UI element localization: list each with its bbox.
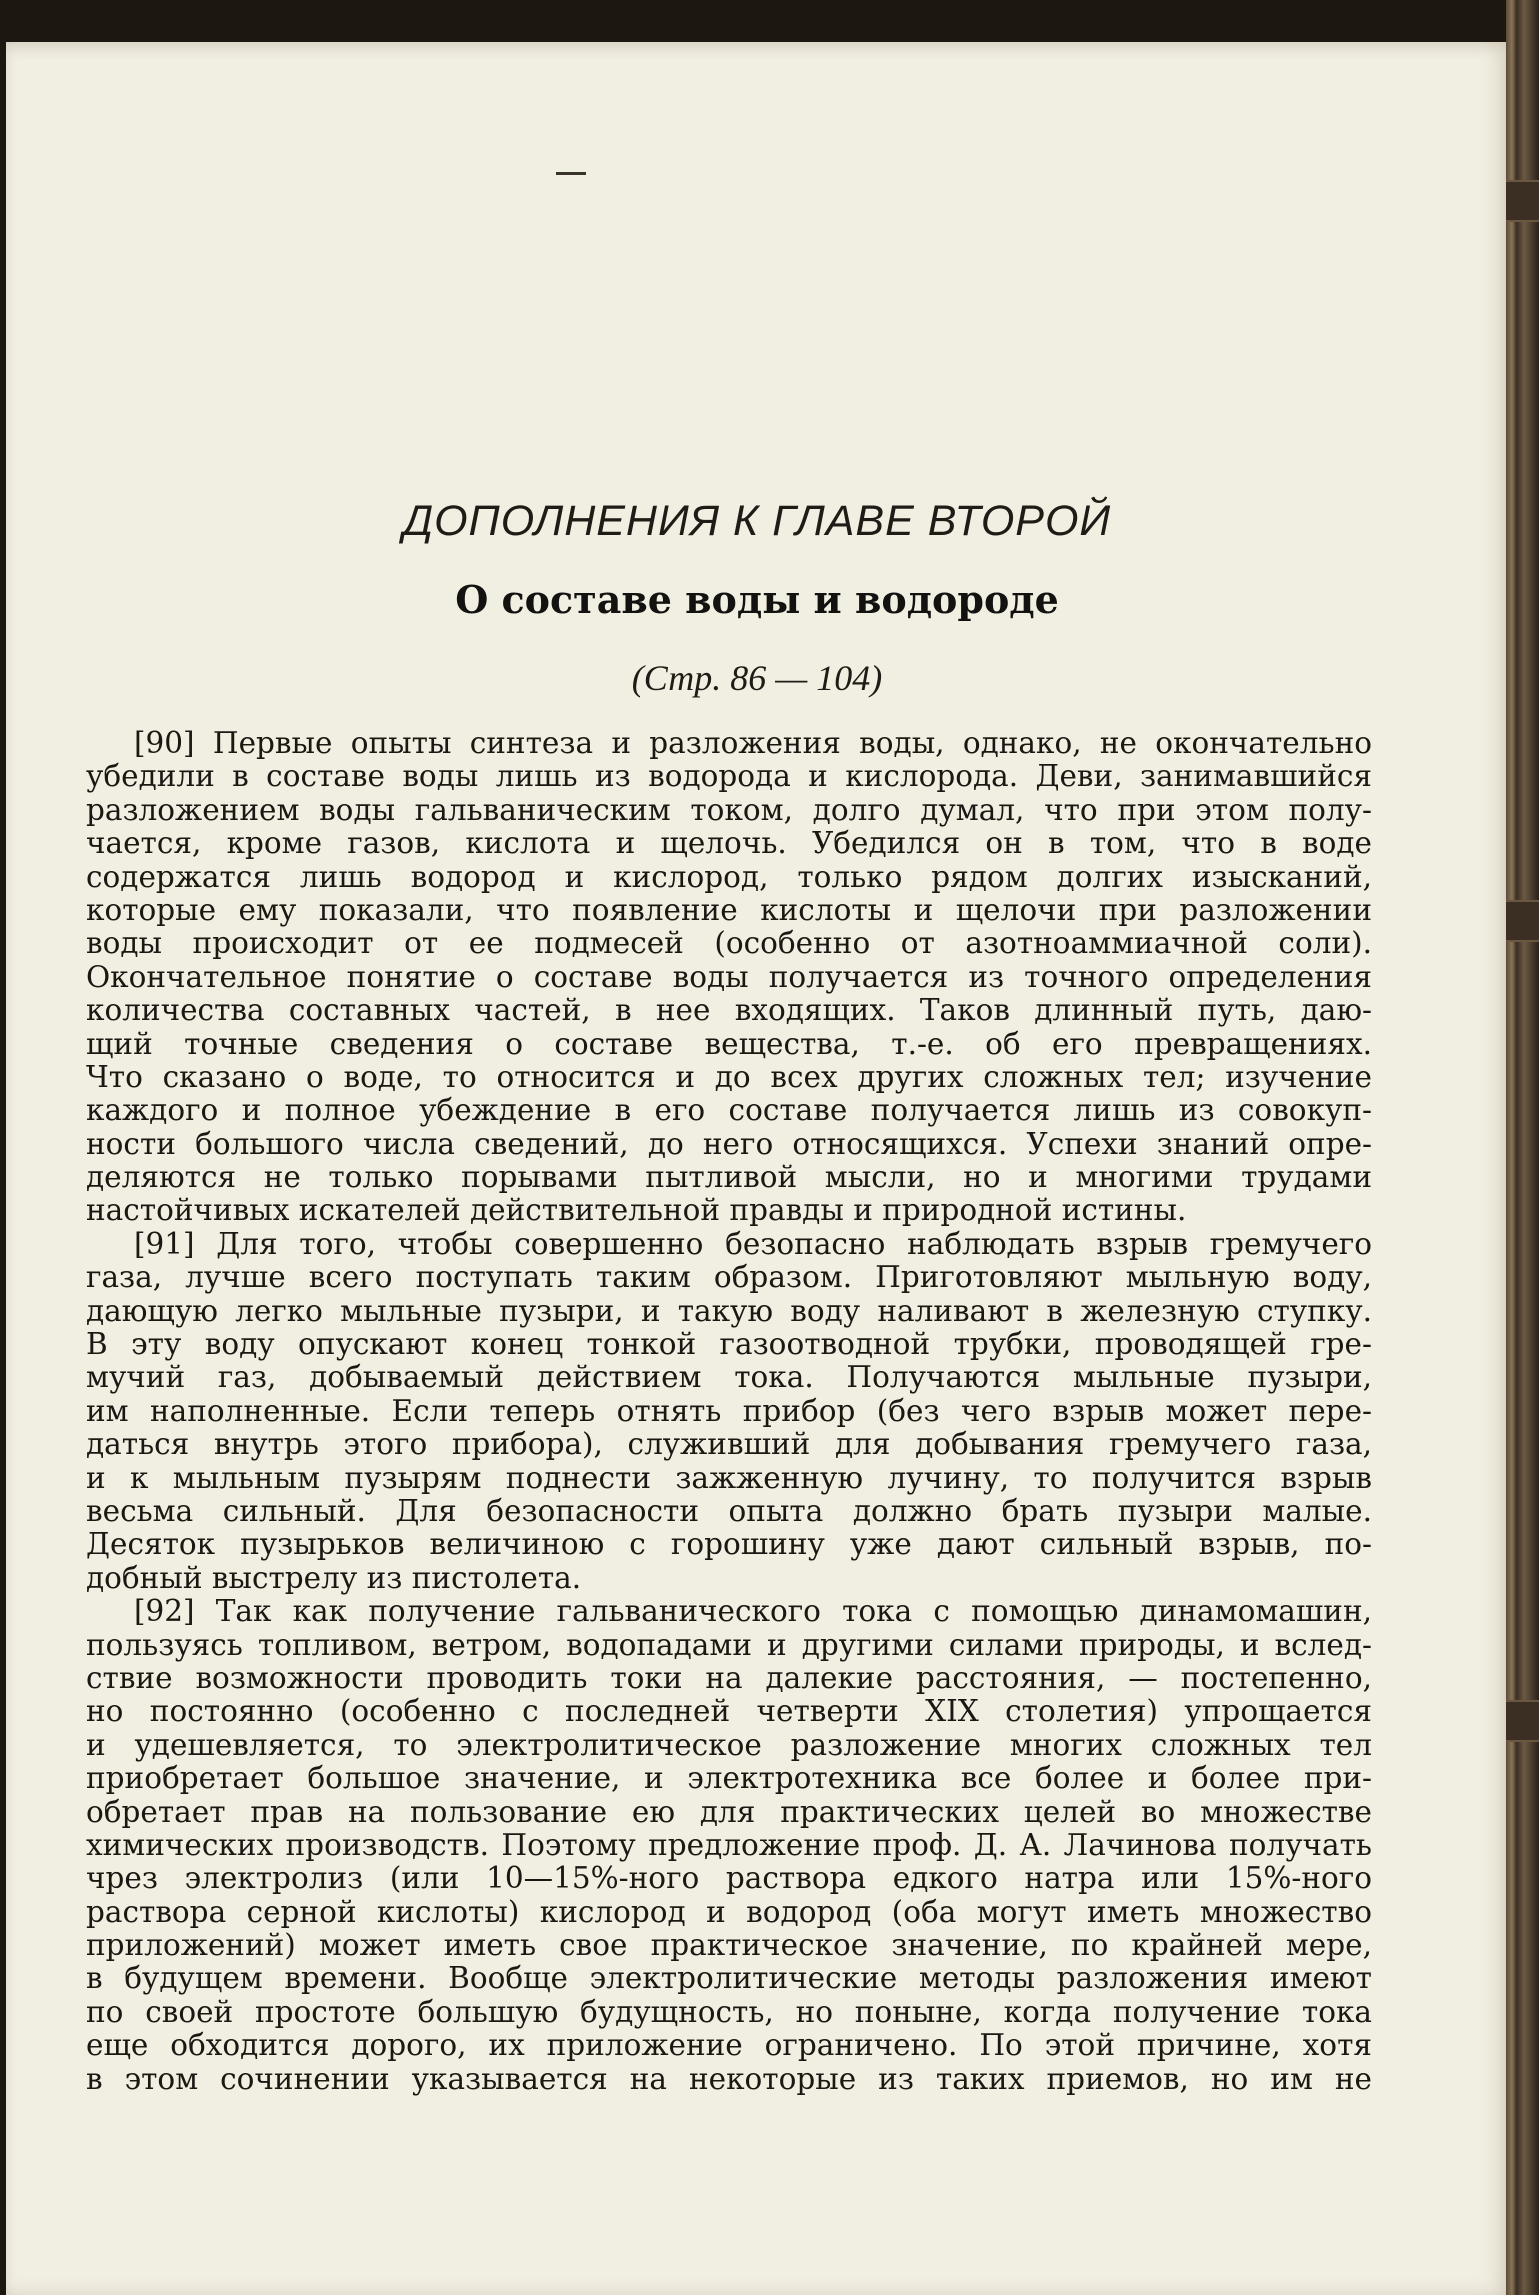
spine-band <box>1506 1700 1539 1742</box>
text-line: которые ему показали, что появление кислоты и щелочи при разложении <box>86 893 1372 927</box>
text-line: приложений) может иметь свое практическое значение, по крайней мере, <box>86 1929 1372 1963</box>
text-line: добный выстрелу из пистолета. <box>86 1561 582 1595</box>
text-line: но постоянно (особенно с последней четверти XIX столетия) упрощается <box>86 1695 1372 1729</box>
text-line: каждого и полное убеждение в его составе получается лишь из совокуп- <box>86 1094 1372 1128</box>
text-line: [92] Так как получение гальванического тока с помощью динамомашин, <box>134 1595 1372 1629</box>
text-line: настойчивых искателей действительной правды и природной истины. <box>86 1194 1187 1228</box>
text-line: газа, лучше всего поступать таким образом. Приготовляют мыльную воду, <box>86 1261 1372 1295</box>
text-line: дающую легко мыльные пузыри, и такую воду наливают в железную ступку. <box>86 1294 1372 1328</box>
text-line: убедили в составе воды лишь из водорода и кислорода. Деви, занимавшийся <box>86 760 1372 794</box>
text-line: им наполненные. Если теперь отнять прибор (без чего взрыв может пере- <box>86 1394 1372 1428</box>
text-line: приобретает большое значение, и электротехника все более и более при- <box>86 1762 1372 1796</box>
text-line: раствора серной кислоты) кислород и водород (оба могут иметь множество <box>86 1895 1372 1929</box>
text-line: чрез электролиз (или 10—15%-ного раствора едкого натра или 15%-ного <box>86 1862 1372 1896</box>
section-title: О составе воды и водороде <box>455 577 1059 622</box>
text-line: Окончательное понятие о составе воды получается из точного определения <box>86 960 1372 994</box>
page-reference: (Стр. 86 — 104) <box>631 658 883 698</box>
text-line: в этом сочинении указывается на некоторые из таких приемов, но им не <box>86 2062 1372 2096</box>
text-line: ности большого числа сведений, до него относящихся. Успехи знаний опре- <box>86 1127 1372 1161</box>
text-line: ствие возможности проводить токи на далекие расстояния, — постепенно, <box>86 1661 1372 1695</box>
text-line: Что сказано о воде, то относится и до всех других сложных тел; изучение <box>86 1060 1372 1094</box>
text-line: деляются не только порывами пытливой мысли, но и многими трудами <box>86 1161 1372 1195</box>
spine-band <box>1506 180 1539 222</box>
text-line: разложением воды гальваническим током, долго думал, что при этом полу- <box>86 793 1372 827</box>
spine-band <box>1506 900 1539 942</box>
page-mark-dash <box>556 172 586 175</box>
text-line: Десяток пузырьков величиною с горошину уже дают сильный взрыв, по- <box>86 1528 1372 1562</box>
body-text <box>86 727 1372 2096</box>
chapter-heading: ДОПОЛНЕНИЯ К ГЛАВЕ ВТОРОЙ <box>402 497 1112 545</box>
text-line: в будущем времени. Вообще электролитические методы разложения имеют <box>86 1962 1372 1996</box>
text-line: еще обходится дорого, их приложение ограничено. По этой причине, хотя <box>86 2029 1372 2063</box>
text-line: воды происходит от ее подмесей (особенно от азотноаммиачной соли). <box>86 927 1372 961</box>
book-spine <box>1506 0 1539 2295</box>
text-line: по своей простоте большую будущность, но поныне, когда получение тока <box>86 1995 1372 2029</box>
text-line: пользуясь топливом, ветром, водопадами и другими силами природы, и вслед- <box>86 1628 1372 1662</box>
text-line: и удешевляется, то электролитическое разложение многих сложных тел <box>86 1728 1372 1762</box>
text-line: [90] Первые опыты синтеза и разложения воды, однако, не окончательно <box>134 727 1372 760</box>
text-line: и к мыльным пузырям поднести зажженную лучину, то получится взрыв <box>86 1461 1372 1495</box>
text-line: весьма сильный. Для безопасности опыта должно брать пузыри малые. <box>86 1494 1372 1528</box>
text-line: химических производств. Поэтому предложение проф. Д. А. Лачинова получать <box>86 1828 1372 1862</box>
text-line: В эту воду опускают конец тонкой газоотводной трубки, проводящей гре- <box>86 1328 1372 1362</box>
text-line: щий точные сведения о составе вещества, т.-е. об его превращениях. <box>86 1027 1372 1061</box>
text-line: даться внутрь этого прибора), служивший для добывания гремучего газа, <box>86 1428 1372 1462</box>
text-line: мучий газ, добываемый действием тока. Получаются мыльные пузыри, <box>86 1361 1372 1395</box>
text-line: чается, кроме газов, кислота и щелочь. Убедился он в том, что в воде <box>86 827 1372 861</box>
text-line: количества составных частей, в нее входящих. Таков длинный путь, даю- <box>86 994 1372 1028</box>
text-line: [91] Для того, чтобы совершенно безопасно наблюдать взрыв гремучего <box>134 1227 1372 1261</box>
text-line: содержатся лишь водород и кислород, только рядом долгих изысканий, <box>86 860 1372 894</box>
book-page <box>6 42 1508 2295</box>
text-line: обретает прав на пользование ею для практических целей во множестве <box>86 1795 1372 1829</box>
